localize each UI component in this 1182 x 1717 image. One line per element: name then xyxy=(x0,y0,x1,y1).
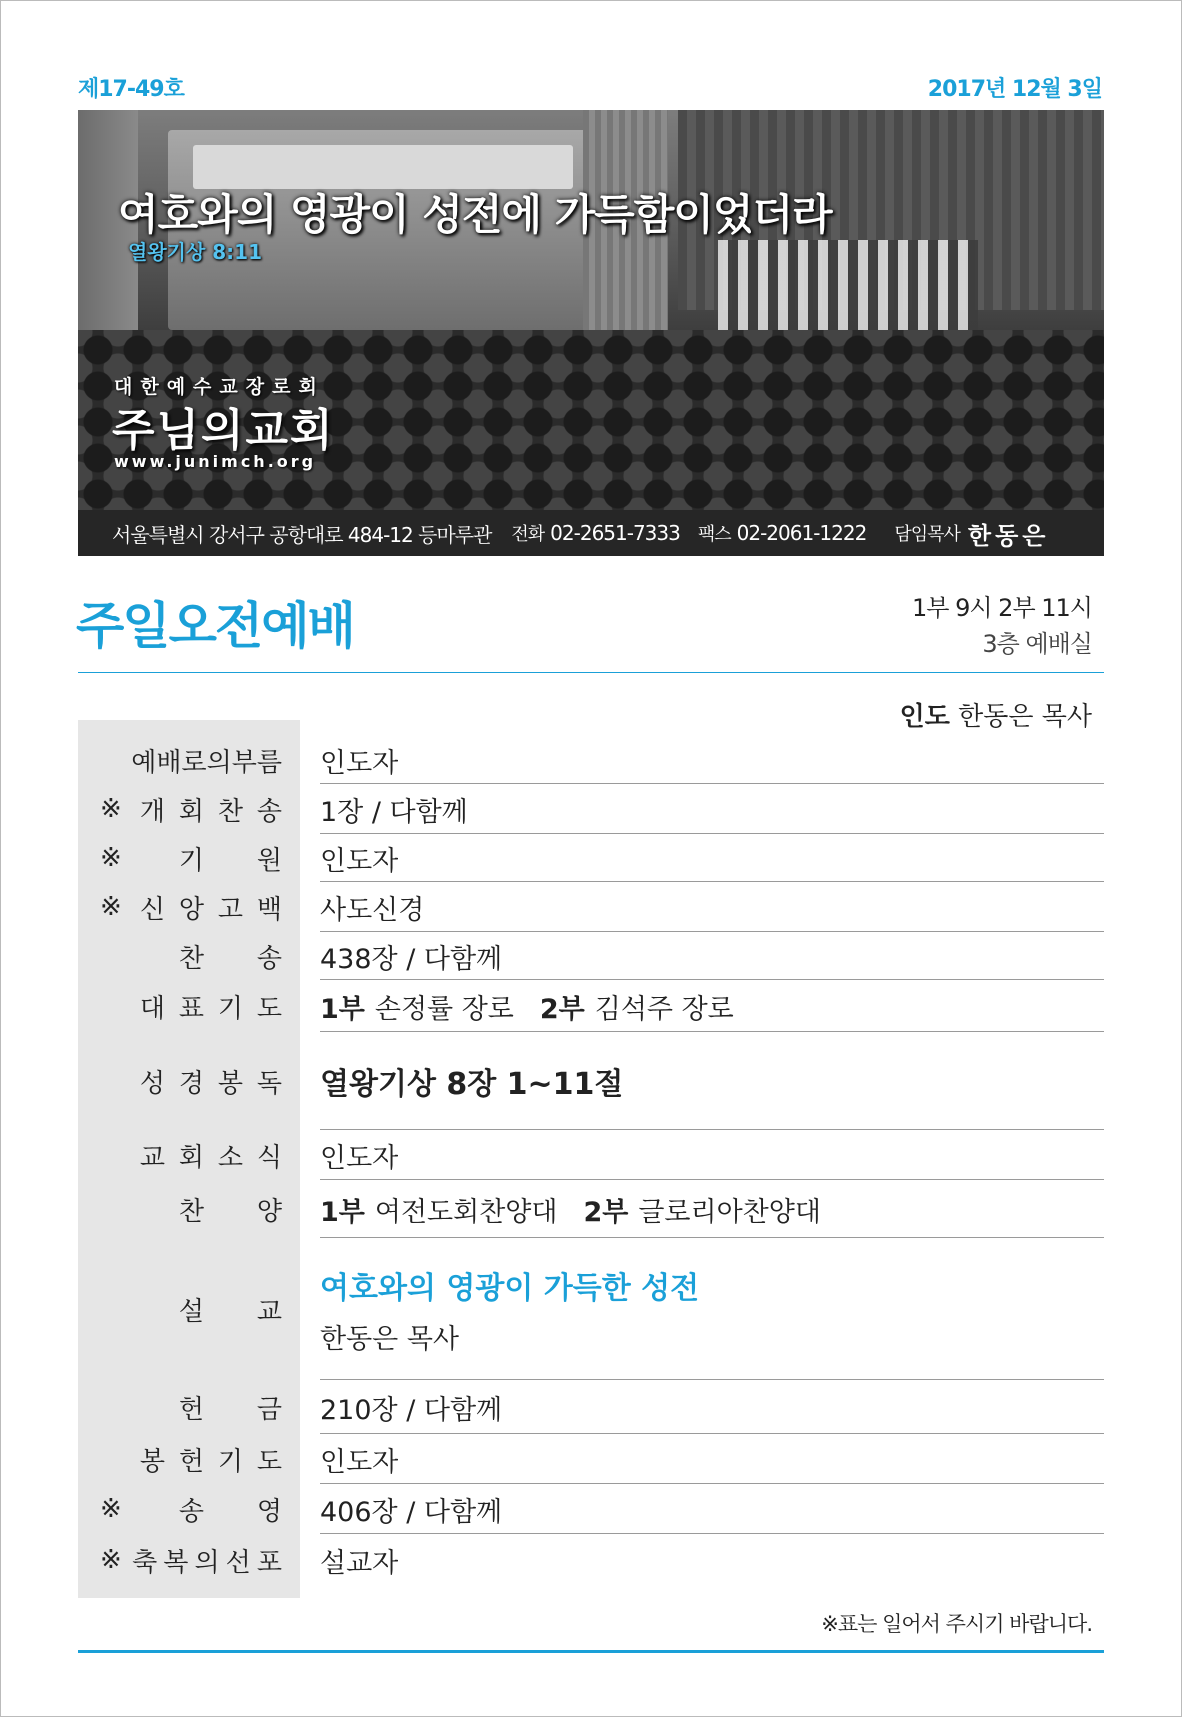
order-row xyxy=(78,1130,1104,1180)
order-label-char: 회 xyxy=(178,1142,204,1173)
service-title: 주일오전예배 xyxy=(76,597,354,655)
order-row xyxy=(78,1180,1104,1238)
order-label-char: 의 xyxy=(194,1547,220,1578)
order-value: 설교자 xyxy=(320,1547,399,1579)
order-label-text: 예배로의부름 xyxy=(131,747,282,778)
order-label-char: 설 xyxy=(178,1296,204,1327)
order-label xyxy=(100,882,282,932)
choir xyxy=(718,240,978,330)
order-label-char: 성 xyxy=(139,1068,165,1099)
order-row xyxy=(78,882,1104,932)
order-label-char: 앙 xyxy=(178,894,204,925)
stand-mark: ※ xyxy=(100,843,122,873)
stand-mark: ※ xyxy=(100,1494,122,1524)
order-label-char: 선 xyxy=(225,1547,251,1578)
service-times: 1부 9시 2부 11시 xyxy=(912,594,1092,622)
order-label-char: 신 xyxy=(139,894,165,925)
bottom-divider xyxy=(78,1650,1104,1653)
order-row xyxy=(78,1434,1104,1484)
hero-headline: 여호와의 영광이 성전에 가득함이었더라 xyxy=(118,190,832,239)
order-label-char: 찬 xyxy=(178,1196,204,1227)
order-value: 1장 / 다함께 xyxy=(320,796,468,828)
leader-name: 한동은 목사 xyxy=(958,702,1092,732)
order-value: 인도자 xyxy=(320,1446,399,1478)
order-label-char: 경 xyxy=(178,1068,204,1099)
order-label-char: 찬 xyxy=(217,796,243,827)
hero-photo xyxy=(78,110,1104,510)
fax: 02-2061-1222 xyxy=(736,521,867,545)
stand-mark: ※ xyxy=(100,892,122,922)
phone-label: 전화 xyxy=(511,524,545,545)
scripture-reading: 열왕기상 8장 1~11절 xyxy=(320,1067,624,1102)
order-value xyxy=(320,1180,1104,1238)
order-value: 인도자 xyxy=(320,845,399,877)
order-label xyxy=(100,1032,282,1130)
address-bar xyxy=(78,510,1104,556)
order-label-char: 식 xyxy=(256,1142,282,1173)
order-row xyxy=(78,736,1104,784)
church-url[interactable]: www.junimch.org xyxy=(114,452,317,471)
order-label-char: 송 xyxy=(256,943,282,974)
order-label-char: 표 xyxy=(178,993,204,1024)
order-label-char: 개 xyxy=(139,796,165,827)
order-row xyxy=(78,980,1104,1032)
order-label xyxy=(100,980,282,1032)
service-part-2: 2부 xyxy=(539,993,585,1025)
preacher: 한동은 목사 xyxy=(320,1323,459,1355)
phone: 02-2651-7333 xyxy=(550,521,680,545)
order-label xyxy=(100,784,282,834)
order-label-char: 도 xyxy=(256,993,282,1024)
order-label xyxy=(100,1180,282,1238)
sermon-title: 여호와의 영광이 가득한 성전 xyxy=(320,1270,700,1306)
leader-label: 인도 xyxy=(899,702,950,732)
order-value: 인도자 xyxy=(320,747,399,779)
order-label-char: 복 xyxy=(163,1547,189,1578)
order-label-char: 찬 xyxy=(178,943,204,974)
service-part-1: 1부 xyxy=(320,993,365,1025)
issue-number: 제17-49호 xyxy=(78,77,184,102)
order-value: 406장 / 다함께 xyxy=(320,1496,503,1528)
order-label-char: 백 xyxy=(256,894,282,925)
order-row xyxy=(78,1484,1104,1534)
order-label-char: 축 xyxy=(132,1547,158,1578)
pastor-label: 담임목사 xyxy=(894,524,960,545)
choir-2: 글로리아찬양대 xyxy=(638,1196,821,1228)
order-row xyxy=(78,932,1104,980)
stand-mark: ※ xyxy=(100,1545,122,1575)
order-label-char: 대 xyxy=(139,993,165,1024)
order-label xyxy=(100,834,282,882)
order-value: 사도신경 xyxy=(320,894,425,926)
order-label-char: 원 xyxy=(256,845,282,876)
service-part-1: 1부 xyxy=(320,1196,365,1228)
order-label-char: 포 xyxy=(256,1547,282,1578)
order-row xyxy=(78,1238,1104,1380)
order-label-char: 기 xyxy=(217,1446,243,1477)
order-label xyxy=(100,1238,282,1380)
order-row xyxy=(78,1380,1104,1434)
prayer-leader-2: 김석주 장로 xyxy=(594,993,734,1025)
order-label xyxy=(100,932,282,980)
order-label-char: 소 xyxy=(217,1142,243,1173)
order-label-char: 회 xyxy=(178,796,204,827)
fax-label: 팩스 xyxy=(697,524,731,545)
prayer-leader-1: 손정률 장로 xyxy=(374,993,514,1025)
order-row xyxy=(78,834,1104,882)
standing-note: ※표는 일어서 주시기 바랍니다. xyxy=(821,1612,1092,1636)
order-row xyxy=(78,1534,1104,1586)
order-label-char: 헌 xyxy=(178,1446,204,1477)
address: 서울특별시 강서구 공항대로 484-12 등마루관 xyxy=(112,522,492,547)
service-room: 3층 예배실 xyxy=(982,630,1092,658)
denomination: 대한예수교장로회 xyxy=(114,376,325,398)
order-label xyxy=(100,1534,282,1586)
order-label-char: 봉 xyxy=(139,1446,165,1477)
order-label-char: 봉 xyxy=(217,1068,243,1099)
order-value: 210장 / 다함께 xyxy=(320,1394,503,1426)
order-value: 438장 / 다함께 xyxy=(320,943,503,975)
order-label xyxy=(100,1484,282,1534)
order-label-char: 금 xyxy=(256,1394,282,1425)
order-label xyxy=(100,1380,282,1434)
order-label-char: 송 xyxy=(256,796,282,827)
order-row xyxy=(78,784,1104,834)
order-label-char: 영 xyxy=(256,1496,282,1527)
stand-mark: ※ xyxy=(100,794,122,824)
issue-date: 2017년 12월 3일 xyxy=(927,77,1102,102)
hero-verse: 열왕기상 8:11 xyxy=(128,240,262,264)
order-label-char: 헌 xyxy=(178,1394,204,1425)
order-label-char: 양 xyxy=(256,1196,282,1227)
pastor-name: 한동은 xyxy=(967,521,1050,550)
order-label xyxy=(100,1434,282,1484)
order-label-char: 교 xyxy=(139,1142,165,1173)
order-label-char: 기 xyxy=(217,993,243,1024)
order-value xyxy=(320,1238,1104,1380)
service-leader xyxy=(900,696,1092,733)
order-label-char: 송 xyxy=(178,1496,204,1527)
order-value: 인도자 xyxy=(320,1142,399,1174)
order-value xyxy=(320,980,1104,1032)
order-row xyxy=(78,1032,1104,1130)
order-label-char: 독 xyxy=(256,1068,282,1099)
order-label-char: 교 xyxy=(256,1296,282,1327)
order-label-char: 기 xyxy=(178,845,204,876)
church-name: 주님의교회 xyxy=(112,405,335,456)
order-label-char: 고 xyxy=(217,894,243,925)
order-label-char: 도 xyxy=(256,1446,282,1477)
title-divider xyxy=(78,672,1104,673)
order-label xyxy=(100,1130,282,1180)
order-label xyxy=(100,736,282,784)
choir-1: 여전도회찬양대 xyxy=(374,1196,558,1228)
service-part-2: 2부 xyxy=(583,1196,629,1228)
